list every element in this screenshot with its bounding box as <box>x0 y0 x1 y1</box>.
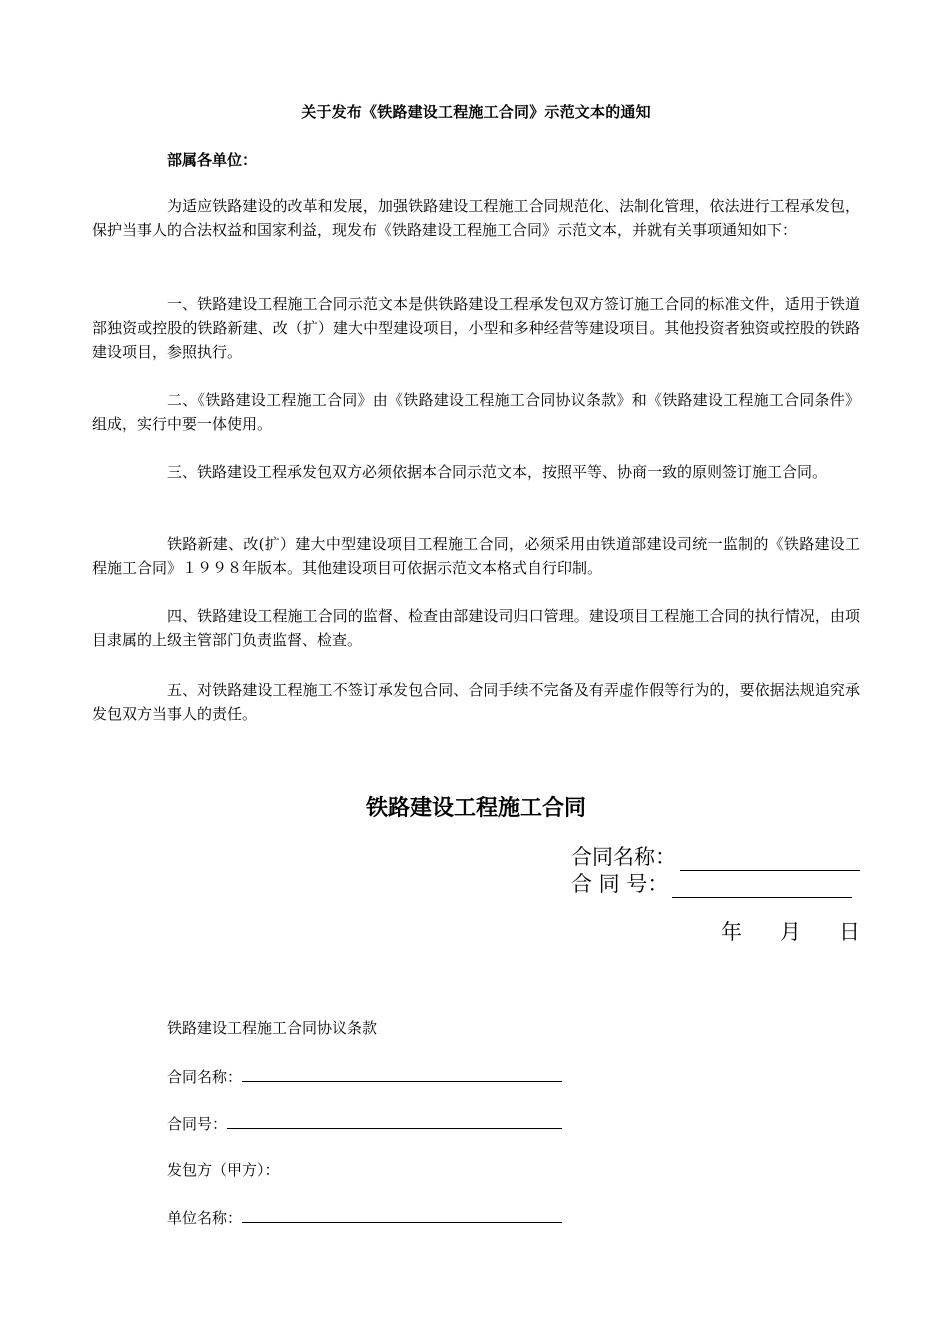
agreement-contract-number-blank[interactable] <box>227 1112 562 1129</box>
paragraph-item-2: 二、《铁路建设工程施工合同》由《铁路建设工程施工合同协议条款》和《铁路建设工程施工合同条件》组成，实行中要一体使用。 <box>92 391 860 433</box>
paragraph-item-4: 四、铁路建设工程施工合同的监督、检查由部建设司归口管理。建设项目工程施工合同的执行情况，由项目隶属的上级主管部门负责监督、检查。 <box>92 607 860 649</box>
paragraph-item-3: 三、铁路建设工程承发包双方必须依据本合同示范文本，按照平等、协商一致的原则签订施工合同。 <box>167 463 828 481</box>
salutation: 部属各单位： <box>167 151 258 169</box>
agreement-contract-name-blank[interactable] <box>242 1065 562 1082</box>
contract-name-label: 合同名称： <box>571 845 676 869</box>
contract-number-blank[interactable] <box>672 877 852 898</box>
agreement-unit-name-row <box>167 1206 562 1229</box>
paragraph-item-1: 一、铁路建设工程施工合同示范文本是供铁路建设工程承发包双方签订施工合同的标准文件，适用于铁道部独资或控股的铁路新建、改（扩）建大中型建设项目，小型和多种经营等建设项目。其他投资者独资或控股的铁路建设项目，参照执行。 <box>92 295 860 361</box>
paragraph-item-3-note: 铁路新建、改(扩）建大中型建设项目工程施工合同，必须采用由铁道部建设司统一监制的《铁路建设工程施工合同》１９９８年版本。其他建设项目可依据示范文本格式自行印制。 <box>92 535 860 577</box>
paragraph-item-5: 五、对铁路建设工程施工不签订承发包合同、合同手续不完备及有弄虚作假等行为的，要依据法规追究承发包双方当事人的责任。 <box>92 681 860 723</box>
agreement-employer-label: 发包方（甲方）： <box>167 1161 280 1179</box>
agreement-employer-row <box>167 1159 280 1181</box>
agreement-unit-name-label: 单位名称： <box>167 1209 243 1227</box>
contract-name-blank[interactable] <box>680 850 860 871</box>
contract-name-row <box>571 844 860 871</box>
date-day: 日 <box>839 920 860 944</box>
agreement-contract-name-label: 合同名称： <box>167 1068 243 1086</box>
date-month: 月 <box>780 920 801 944</box>
agreement-contract-name-row <box>167 1065 562 1088</box>
contract-meta <box>571 844 860 898</box>
agreement-heading: 铁路建设工程施工合同协议条款 <box>167 1019 378 1037</box>
agreement-contract-number-row <box>167 1112 562 1135</box>
contract-title: 铁路建设工程施工合同 <box>365 795 586 821</box>
notice-title: 关于发布《铁路建设工程施工合同》示范文本的通知 <box>301 103 651 121</box>
contract-date <box>721 918 860 946</box>
contract-number-row <box>571 871 860 898</box>
date-year: 年 <box>721 920 742 944</box>
agreement-unit-name-blank[interactable] <box>242 1206 562 1223</box>
paragraph-intro: 为适应铁路建设的改革和发展，加强铁路建设工程施工合同规范化、法制化管理，依法进行工程承发包，保护当事人的合法权益和国家利益，现发布《铁路建设工程施工合同》示范文本，并就有关事项通知如下： <box>92 197 860 239</box>
agreement-contract-number-label: 合同号： <box>167 1115 228 1133</box>
contract-number-label: 合 同 号： <box>571 872 669 896</box>
